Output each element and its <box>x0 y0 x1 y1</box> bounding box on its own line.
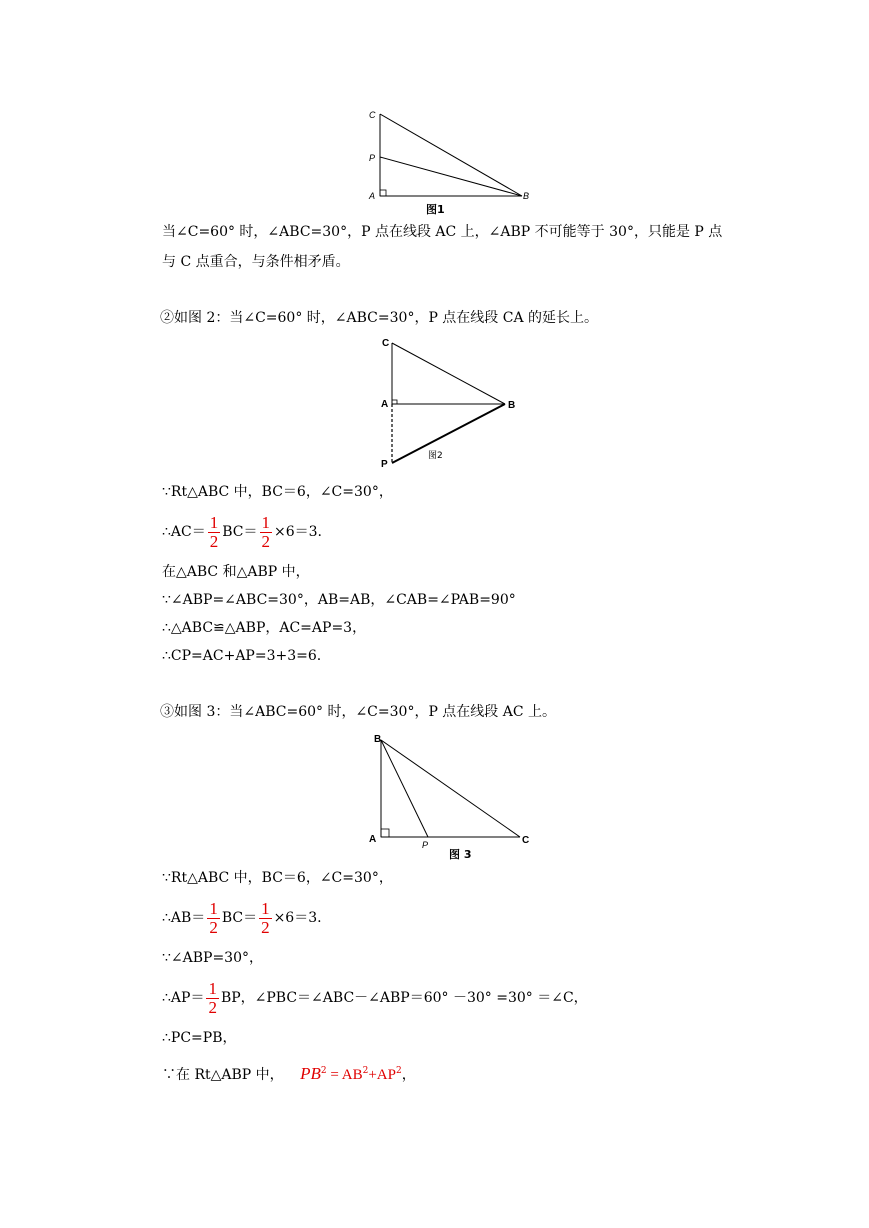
formula-pb: PB <box>300 1064 321 1083</box>
fig3-label-c: C <box>522 835 530 846</box>
case2-s3: 在△ABC 和△ABP 中， <box>162 564 310 580</box>
case2-s2-pre: ∴AC＝ <box>162 524 206 540</box>
para1-line1: 当∠C=60° 时，∠ABC=30°，P 点在线段 AC 上，∠ABP 不可能等于 30°，只能是 P 点 <box>162 224 723 240</box>
case3-s4-post: BP，∠PBC＝∠ABC－∠ABP＝60° －30° =30° ＝∠C， <box>220 990 588 1006</box>
case3-s2-pre: ∴AB＝ <box>162 910 206 926</box>
fig1-caption: 图1 <box>426 203 445 216</box>
figure-1 <box>360 100 540 220</box>
case3-s3: ∵∠ABP=30°， <box>162 950 264 966</box>
fig2-label-p: P <box>381 459 388 470</box>
fraction-half: $\frac{1}{2}$ <box>209 898 218 937</box>
fig2-label-a: A <box>381 399 389 410</box>
fraction-half: $\frac{1}{2}$ <box>261 898 270 937</box>
case2-s5: ∴△ABC≌△ABP，AC=AP=3， <box>162 620 367 636</box>
case3-s5: ∴PC=PB， <box>162 1030 237 1046</box>
fig2-label-b: B <box>508 400 516 411</box>
fig3-label-p: P <box>422 840 429 850</box>
case2-s2 <box>162 510 322 554</box>
case3-s6: ∵在 Rt△ABP 中， $PB^2 = AB^2+AP^2$， <box>162 1064 416 1083</box>
fig2-label-c: C <box>382 338 390 349</box>
case3-s2 <box>162 896 322 940</box>
case3-s2-mid: BC＝ <box>221 910 258 926</box>
case2-s6: ∴CP=AC+AP=3+3=6. <box>162 648 322 664</box>
fraction-half: $\frac{1}{2}$ <box>209 512 219 551</box>
case3-s1: ∵Rt△ABC 中，BC＝6，∠C=30°， <box>162 870 393 886</box>
case2-s2-mid: BC＝ <box>222 524 258 540</box>
fig1-label-b: B <box>523 191 530 201</box>
case3-s4-pre: ∴AP＝ <box>162 990 205 1006</box>
case3-s6-pre: ∵在 Rt△ABP 中， <box>162 1067 284 1083</box>
case3-s4 <box>162 976 588 1020</box>
para1-line2: 与 C 点重合，与条件相矛盾。 <box>162 254 350 270</box>
fig1-label-c: C <box>369 110 376 120</box>
figure-3 <box>365 728 545 863</box>
fraction-half: $\frac{1}{2}$ <box>261 512 270 551</box>
fig1-label-a: A <box>369 191 376 201</box>
case3-heading: ③如图 3：当∠ABC=60° 时，∠C=30°，P 点在线段 AC 上。 <box>160 704 557 720</box>
fig3-label-b: B <box>374 734 382 745</box>
fig3-label-a: A <box>369 834 377 845</box>
case2-s2-post: ×6＝3. <box>274 524 322 540</box>
figure-2 <box>375 333 525 473</box>
fig3-caption: 图 3 <box>449 848 472 861</box>
fraction-half: $\frac{1}{2}$ <box>208 978 217 1017</box>
case3-s2-post: ×6＝3. <box>273 910 322 926</box>
case2-heading: ②如图 2：当∠C=60° 时，∠ABC=30°，P 点在线段 CA 的延长上。 <box>160 310 599 326</box>
case2-s4: ∵∠ABP=∠ABC=30°，AB=AB，∠CAB=∠PAB=90° <box>162 592 516 608</box>
fig2-caption: 图2 <box>428 451 443 461</box>
case2-s1: ∵Rt△ABC 中，BC＝6，∠C=30°， <box>162 484 393 500</box>
fig1-label-p: P <box>369 153 376 163</box>
